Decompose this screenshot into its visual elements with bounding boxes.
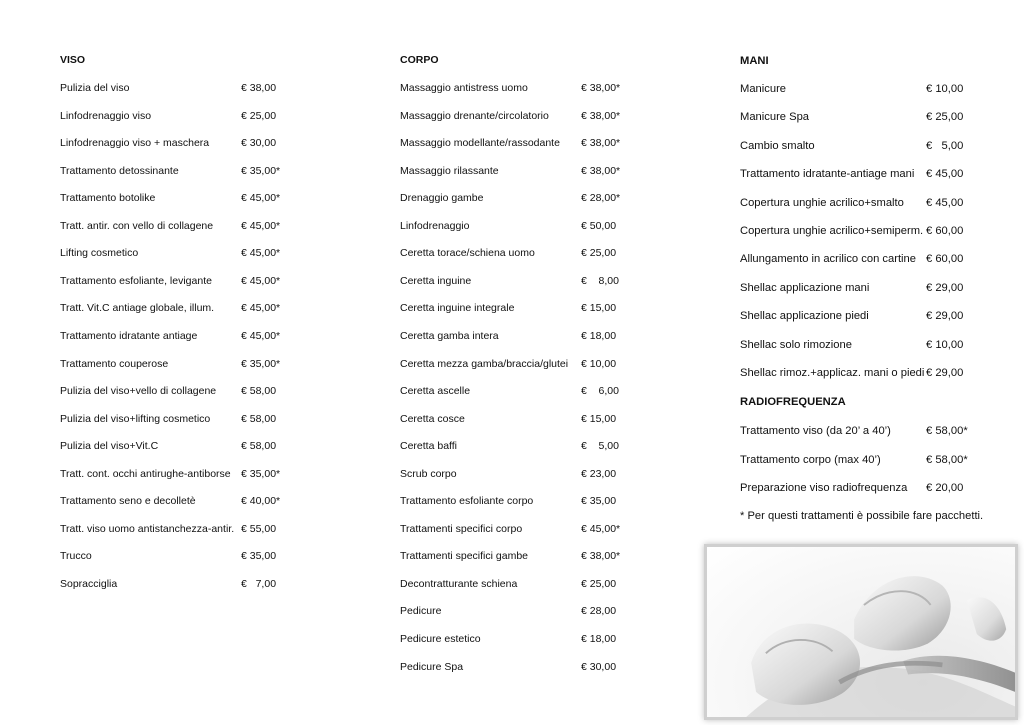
treatment-price: € 60,00 (926, 225, 964, 237)
treatment-name: Trattamenti specifici corpo (400, 522, 523, 535)
treatment-name: Ceretta ascelle (400, 385, 471, 398)
treatment-name: Lifting cosmetico (60, 247, 139, 260)
treatment-price: € 35,00* (241, 164, 281, 177)
treatment-price: € 25,00 (581, 577, 617, 590)
section-title-corpo: CORPO (400, 54, 439, 66)
treatment-name: Decontratturante schiena (400, 577, 518, 590)
treatment-name: Copertura unghie acrilico+smalto (740, 196, 904, 209)
treatment-price: € 35,00 (581, 495, 617, 508)
treatment-price: € 58,00 (241, 385, 277, 398)
treatment-name: Shellac solo rimozione (740, 338, 852, 351)
treatment-name: Ceretta baffi (400, 440, 458, 453)
treatment-price: € 58,00 (241, 412, 277, 425)
treatment-price: € 58,00* (926, 425, 968, 437)
treatment-price: € 45,00* (241, 247, 281, 260)
treatment-price: € 38,00* (581, 82, 621, 94)
treatment-price: € 45,00* (581, 522, 621, 535)
treatment-price: € 23,00 (581, 467, 617, 480)
treatment-name: Trattamento esfoliante corpo (400, 495, 534, 508)
treatment-price: € 35,00* (241, 467, 281, 480)
treatment-name: Trucco (60, 550, 92, 563)
treatment-price: € 20,00 (926, 482, 964, 494)
treatment-price: € 60,00 (926, 253, 964, 266)
treatment-name: Drenaggio gambe (400, 192, 484, 205)
treatment-name: Pedicure (400, 605, 442, 618)
treatment-price: € 18,00 (581, 633, 617, 645)
treatment-name: Trattamento idratante-antiage mani (740, 168, 915, 181)
treatment-name: Trattamenti specifici gambe (400, 550, 528, 563)
treatment-name: Pedicure estetico (400, 633, 481, 645)
treatment-price: € 58,00* (926, 453, 968, 466)
treatment-price: € 25,00 (926, 111, 964, 124)
treatment-price: € 29,00 (926, 310, 964, 323)
treatment-name: Pulizia del viso+lifting cosmetico (60, 412, 211, 425)
treatment-name: Ceretta cosce (400, 412, 465, 425)
treatment-name: Ceretta inguine integrale (400, 302, 515, 315)
treatment-price: € 38,00 (241, 82, 277, 94)
treatment-name: Pulizia del viso (60, 82, 130, 94)
treatment-name: Shellac applicazione mani (740, 281, 870, 294)
treatment-name: Linfodrenaggio viso (60, 109, 152, 122)
treatment-price: € 29,00 (926, 367, 964, 379)
tulip-photo (704, 544, 1018, 720)
treatment-name: Massaggio modellante/rassodante (400, 137, 560, 150)
treatment-price: € 30,00 (581, 660, 617, 673)
treatment-price: € 15,00 (581, 412, 617, 425)
treatment-price: € 29,00 (926, 281, 964, 294)
treatment-name: Copertura unghie acrilico+semiperm. (740, 225, 924, 237)
treatment-name: Tratt. cont. occhi antirughe-antiborse (60, 467, 231, 480)
treatment-price: € 25,00 (581, 247, 617, 260)
treatment-name: Tratt. antir. con vello di collagene (60, 219, 214, 232)
section-title-viso: VISO (60, 54, 86, 66)
treatment-price: € 38,00* (581, 550, 621, 563)
treatment-price: € 38,00* (581, 164, 621, 177)
treatment-name: Trattamento viso (da 20’ a 40’) (740, 425, 891, 437)
treatment-name: Ceretta inguine (400, 274, 472, 287)
treatment-name: Trattamento esfoliante, levigante (60, 274, 212, 287)
treatment-price: € 45,00* (241, 192, 281, 205)
tulip-image (707, 547, 1015, 717)
treatment-name: Pulizia del viso+Vit.C (60, 440, 159, 453)
treatment-name: Scrub corpo (400, 467, 457, 480)
treatment-price: € 45,00* (241, 329, 281, 342)
treatment-price: € 10,00 (926, 83, 964, 95)
treatment-name: Manicure Spa (740, 111, 810, 124)
treatment-price: € 7,00 (241, 577, 277, 590)
treatment-price: € 28,00* (581, 192, 621, 205)
treatment-price: € 30,00 (241, 137, 277, 150)
treatment-price: € 35,00* (241, 357, 281, 370)
treatment-name: Sopracciglia (60, 577, 118, 590)
treatment-name: Trattamento detossinante (60, 164, 179, 177)
section-title-mani: MANI (740, 55, 769, 67)
treatment-price: € 40,00* (241, 495, 281, 508)
treatment-price: € 45,00 (926, 196, 964, 209)
treatment-name: Massaggio antistress uomo (400, 82, 528, 94)
treatment-name: Pulizia del viso+vello di collagene (60, 385, 217, 398)
treatment-name: Shellac applicazione piedi (740, 310, 869, 323)
treatment-name: Trattamento idratante antiage (60, 329, 198, 342)
treatment-price: € 5,00 (926, 139, 964, 152)
treatment-name: Linfodrenaggio (400, 219, 470, 232)
treatment-price: € 25,00 (241, 109, 277, 122)
treatment-price: € 38,00* (581, 109, 621, 122)
treatment-name: Trattamento botolike (60, 192, 156, 205)
treatment-name: Massaggio rilassante (400, 164, 499, 177)
treatment-price: € 45,00* (241, 302, 281, 315)
treatment-price: € 58,00 (241, 440, 277, 453)
treatment-name: Allungamento in acrilico con cartine (740, 253, 916, 266)
treatment-price: € 55,00 (241, 522, 277, 535)
footnote: * Per questi trattamenti è possibile fare pacchetti. (740, 510, 984, 522)
treatment-name: Tratt. viso uomo antistanchezza-antir. (60, 522, 235, 535)
treatment-name: Pedicure Spa (400, 660, 464, 673)
treatment-name: Tratt. Vit.C antiage globale, illum. (60, 302, 215, 315)
treatment-name: Trattamento couperose (60, 357, 169, 370)
treatment-name: Preparazione viso radiofrequenza (740, 482, 908, 494)
treatment-name: Shellac rimoz.+applicaz. mani o piedi (740, 367, 925, 379)
treatment-name: Manicure (740, 83, 787, 95)
treatment-price: € 45,00 (926, 168, 964, 181)
treatment-name: Cambio smalto (740, 139, 815, 152)
treatment-name: Ceretta mezza gamba/braccia/glutei (400, 357, 569, 370)
treatment-price: € 38,00* (581, 137, 621, 150)
treatment-name: Massaggio drenante/circolatorio (400, 109, 549, 122)
treatment-name: Trattamento corpo (max 40’) (740, 453, 881, 466)
treatment-price: € 35,00 (241, 550, 277, 563)
treatment-name: Trattamento seno e decolletè (60, 495, 196, 508)
treatment-price: € 10,00 (926, 338, 964, 351)
treatment-price: € 45,00* (241, 274, 281, 287)
treatment-price: € 8,00 (581, 274, 619, 287)
treatment-name: Ceretta torace/schiena uomo (400, 247, 535, 260)
treatment-price: € 6,00 (581, 385, 619, 398)
treatment-price: € 50,00 (581, 219, 617, 232)
treatment-price: € 18,00 (581, 329, 617, 342)
treatment-price: € 15,00 (581, 302, 617, 315)
treatment-price: € 10,00 (581, 357, 617, 370)
treatment-name: Ceretta gamba intera (400, 329, 499, 342)
treatment-name: Linfodrenaggio viso + maschera (60, 137, 210, 150)
section-title-radiofrequenza: RADIOFREQUENZA (740, 396, 846, 408)
treatment-price: € 28,00 (581, 605, 617, 618)
treatment-price: € 5,00 (581, 440, 619, 453)
treatment-price: € 45,00* (241, 219, 281, 232)
